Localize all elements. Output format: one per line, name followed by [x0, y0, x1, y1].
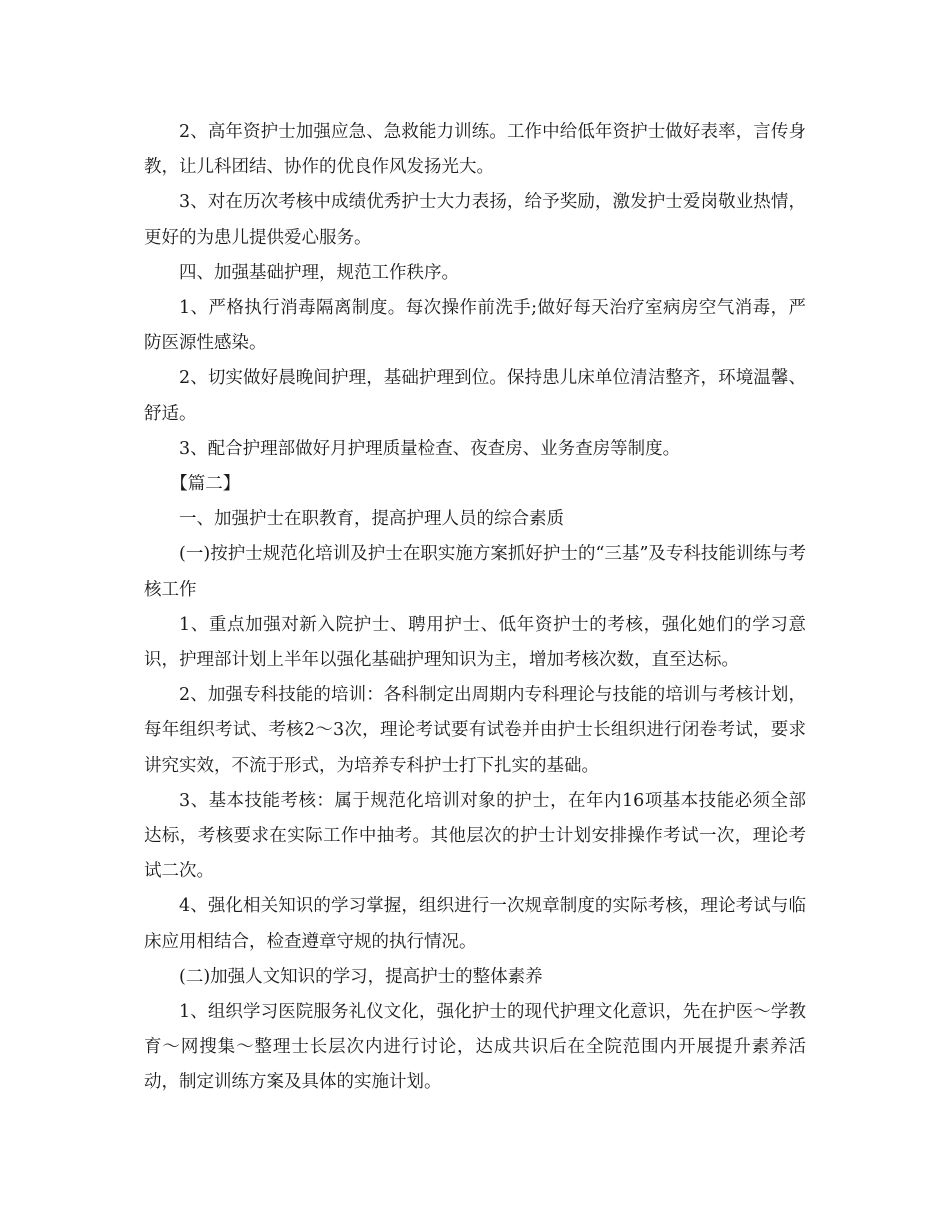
part-heading: 【篇二】 — [170, 474, 241, 495]
subsection-heading: (二)加强人文知识的学习，提高护士的整体素养 — [179, 966, 543, 987]
paragraph: 2、切实做好晨晚间护理，基础护理到位。保持患儿床单位清洁整齐，环境温馨、舒适。 — [144, 368, 806, 424]
subsection-heading: (一)按护士规范化培训及护士在职实施方案抓好护士的“三基”及专科技能训练与考核工作 — [144, 544, 806, 600]
document-body — [144, 115, 806, 1101]
paragraph: 1、重点加强对新入院护士、聘用护士、低年资护士的考核，强化她们的学习意识，护理部计划上半年以强化基础护理知识为主，增加考核次数，直至达标。 — [144, 614, 806, 671]
paragraph: 2、加强专科技能的培训：各科制定出周期内专科理论与技能的培训与考核计划，每年组织考试、考核2～3次，理论考试要有试卷并由护士长组织进行闭卷考试，要求讲究实效，不流于形式，为培养专科护士打下扎实的基础。 — [144, 685, 806, 776]
paragraph: 3、对在历次考核中成绩优秀护士大力表扬，给予奖励，激发护士爱岗敬业热情，更好的为患儿提供爱心服务。 — [144, 192, 806, 248]
paragraph: 4、强化相关知识的学习掌握，组织进行一次规章制度的实际考核，理论考试与临床应用相结合，检查遵章守规的执行情况。 — [144, 896, 806, 952]
paragraph: 3、基本技能考核：属于规范化培训对象的护士，在年内16项基本技能必须全部达标，考核要求在实际工作中抽考。其他层次的护士计划安排操作考试一次，理论考试二次。 — [144, 790, 806, 882]
paragraph: 1、严格执行消毒隔离制度。每次操作前洗手;做好每天治疗室病房空气消毒，严防医源性感染。 — [144, 298, 806, 354]
section-heading: 一、加强护士在职教育，提高护理人员的综合素质 — [179, 509, 564, 530]
paragraph: 2、高年资护士加强应急、急救能力训练。工作中给低年资护士做好表率，言传身教，让儿科团结、协作的优良作风发扬光大。 — [144, 122, 806, 178]
paragraph: 3、配合护理部做好月护理质量检查、夜查房、业务查房等制度。 — [179, 438, 681, 459]
paragraph: 1、组织学习医院服务礼仪文化，强化护士的现代护理文化意识，先在护医～学教育～网搜集～整理士长层次内进行讨论，达成共识后在全院范围内开展提升素养活动，制定训练方案及具体的实施计划。 — [144, 1002, 806, 1093]
section-heading: 四、加强基础护理，规范工作秩序。 — [179, 262, 459, 283]
